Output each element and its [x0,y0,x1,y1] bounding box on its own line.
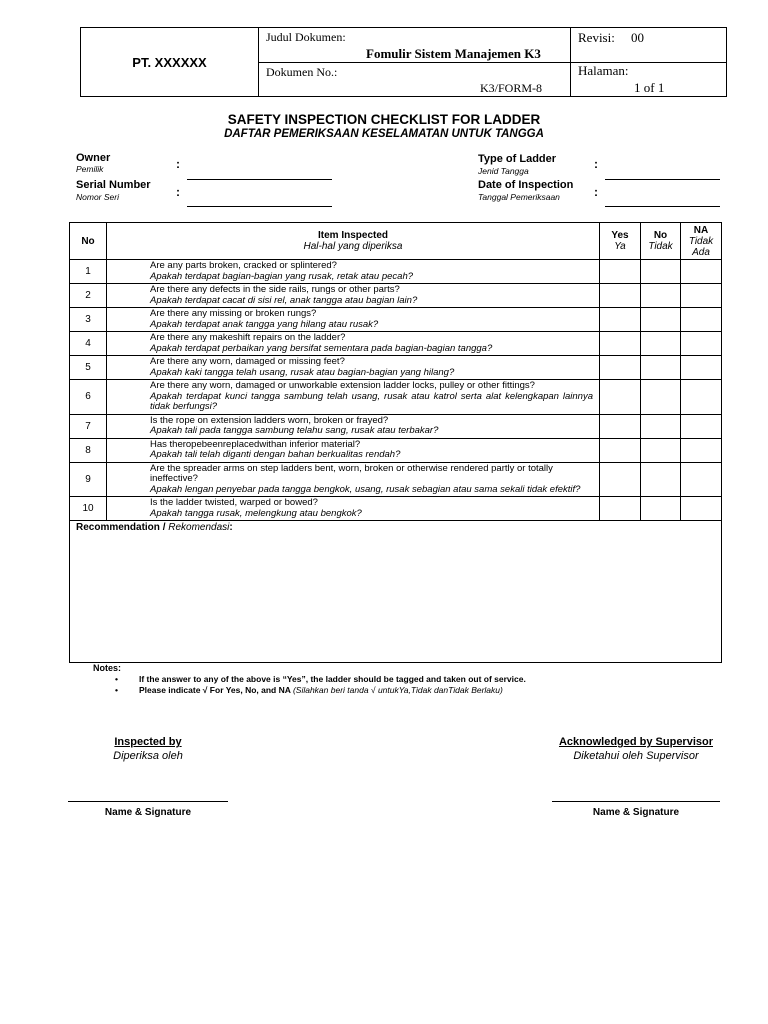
table-row [70,284,722,308]
type-colon: : [594,157,598,171]
item-inspected-cell [107,438,600,462]
serial-number-field[interactable] [187,206,332,207]
company-name: PT. XXXXXX [81,28,259,96]
table-row [70,308,722,332]
serial-number-label: Serial Number [76,179,151,191]
acknowledged-by-sub: Diketahui oleh Supervisor [573,750,699,762]
serial-colon: : [176,185,180,199]
na-checkbox-cell[interactable] [681,308,722,332]
owner-colon: : [176,157,180,171]
yes-checkbox-cell[interactable] [600,438,641,462]
row-number: 9 [70,462,107,497]
yes-checkbox-cell[interactable] [600,284,641,308]
date-colon: : [594,185,598,199]
na-checkbox-cell[interactable] [681,356,722,380]
recommendation-separator: / [162,522,166,533]
table-row [70,380,722,415]
item-text-en: Are there any makeshift repairs on the ladder? [150,332,346,343]
col-na-header: NA Tidak Ada [681,223,722,260]
item-text-id: Apakah tali telah diganti dengan bahan berkualitas rendah? [150,449,401,460]
form-title: SAFETY INSPECTION CHECKLIST FOR LADDER [227,112,541,127]
item-text-id: Apakah tali pada tangga sambung telahu sang, rusak atau terbakar? [150,425,439,436]
acknowledged-by-title: Acknowledged by Supervisor [558,736,714,748]
recommendation-field[interactable] [70,521,722,663]
revision-cell [571,28,726,63]
item-inspected-cell [107,497,600,521]
item-inspected-cell [107,308,600,332]
row-number: 8 [70,438,107,462]
owner-sub-label: Pemilik [76,164,104,174]
col-no-header: No [70,223,107,260]
col-no-answer-header: No Tidak [641,223,681,260]
page-value: 1 of 1 [634,80,665,95]
recommendation-sub-label: Rekomendasi [168,522,230,533]
item-text-id: Apakah tangga rusak, melengkung atau bengkok? [150,507,362,519]
yes-checkbox-cell[interactable] [600,308,641,332]
na-checkbox-cell[interactable] [681,260,722,284]
row-number: 5 [70,356,107,380]
row-number: 1 [70,260,107,284]
no-checkbox-cell[interactable] [641,462,681,497]
yes-checkbox-cell[interactable] [600,462,641,497]
item-text-en: Are there any worn, damaged or unworkable extension ladder locks, pulley or other fittings? [150,380,535,391]
no-checkbox-cell[interactable] [641,308,681,332]
inspection-date-label: Date of Inspection [478,179,574,191]
table-row [70,497,722,521]
na-checkbox-cell[interactable] [681,438,722,462]
no-checkbox-cell[interactable] [641,414,681,438]
col-yes-header: Yes Ya [600,223,641,260]
item-inspected-cell [107,260,600,284]
item-inspected-cell [107,414,600,438]
item-inspected-cell [107,356,600,380]
item-text-id: Apakah kaki tangga telah usang, rusak atau bagian-bagian yang hilang? [150,366,455,378]
row-number: 3 [70,308,107,332]
row-number: 2 [70,284,107,308]
item-text-en: Is the ladder twisted, warped or bowed? [150,497,318,508]
item-text-en: Are any parts broken, cracked or splintered? [150,260,337,271]
ladder-type-label: Type of Ladder [478,153,557,165]
no-checkbox-cell[interactable] [641,380,681,415]
table-row [70,462,722,497]
recommendation-row [70,521,722,663]
supervisor-name-signature: Name & Signature [592,807,680,818]
item-text-id: Apakah terdapat anak tangga yang hilang atau rusak? [150,318,379,330]
revision-value: 00 [631,30,644,45]
bullet: • [115,685,118,695]
table-row [70,356,722,380]
doc-no-cell [259,63,571,96]
col-item-header: Item Inspected Hal-hal yang diperiksa [107,223,600,260]
na-checkbox-cell[interactable] [681,332,722,356]
na-checkbox-cell[interactable] [681,380,722,415]
inspected-by-sub: Diperiksa oleh [113,750,183,762]
note-text: If the answer to any of the above is “Yes”, the ladder should be tagged and taken out of service. [139,674,526,684]
no-checkbox-cell[interactable] [641,332,681,356]
item-inspected-cell [107,462,600,497]
inspected-by-title: Inspected by [114,736,182,748]
yes-checkbox-cell[interactable] [600,414,641,438]
item-text-id: Apakah terdapat bagian-bagian yang rusak, retak atau pecah? [150,270,414,282]
form-subtitle: DAFTAR PEMERIKSAAN KESELAMATAN UNTUK TANGGA [224,128,544,140]
table-row [70,332,722,356]
table-header-row [70,223,722,260]
inspection-date-sub-label: Tanggal Pemeriksaan [478,192,560,202]
doc-title-value: Fomulir Sistem Manajemen K3 [366,46,541,61]
ladder-type-field[interactable] [605,179,720,180]
item-text-en: Are there any defects in the side rails, rungs or other parts? [150,284,400,295]
yes-checkbox-cell[interactable] [600,260,641,284]
item-inspected-cell [107,332,600,356]
inspector-name-signature: Name & Signature [104,807,192,818]
row-number: 4 [70,332,107,356]
no-checkbox-cell[interactable] [641,260,681,284]
na-checkbox-cell[interactable] [681,462,722,497]
checklist-table [69,222,722,663]
table-row [70,414,722,438]
item-inspected-cell [107,284,600,308]
page-label: Halaman: [578,63,629,78]
revision-label: Revisi: [578,30,615,45]
supervisor-signature-line[interactable] [552,801,720,802]
document-header [80,27,727,97]
owner-label: Owner [76,152,111,164]
yes-checkbox-cell[interactable] [600,356,641,380]
no-checkbox-cell[interactable] [641,497,681,521]
inspection-date-field[interactable] [605,206,720,207]
table-row [70,260,722,284]
item-text-id: Apakah lengan penyebar pada tangga bengkok, usang, rusak sebagian atau sama sekali tidak efektif? [150,483,581,495]
recommendation-colon: : [229,522,233,533]
inspector-signature-line[interactable] [68,801,228,802]
doc-no-value: K3/FORM-8 [479,81,542,95]
yes-checkbox-cell[interactable] [600,380,641,415]
table-row [70,438,722,462]
item-text-en: Is the rope on extension ladders worn, broken or frayed? [150,414,389,426]
note-text: Please indicate √ For Yes, No, and NA [139,685,291,695]
note-italic-text: (Silahkan beri tanda √ untukYa,Tidak danTidak Berlaku) [292,685,503,695]
row-number: 7 [70,414,107,438]
item-text-en: Are there any missing or broken rungs? [150,308,317,319]
note-item [115,674,526,685]
no-checkbox-cell[interactable] [641,284,681,308]
item-inspected-cell [107,380,600,415]
ladder-type-sub-label: Jenid Tangga [478,166,529,176]
item-text-en: Are there any worn, damaged or missing feet? [150,356,345,367]
row-number: 6 [70,380,107,415]
doc-title-cell [259,28,571,63]
na-checkbox-cell[interactable] [681,414,722,438]
owner-field[interactable] [187,179,332,180]
serial-number-sub-label: Nomor Seri [76,192,119,202]
note-item [115,685,526,696]
item-text-id: Apakah terdapat perbaikan yang bersifat sementara pada bagian-bagian tangga? [150,342,493,354]
item-text-en: Are the spreader arms on step ladders bent, worn, broken or otherwise rendered partly or totally ineffective? [150,462,553,484]
bullet: • [115,674,118,684]
notes-label: Notes: [93,663,122,673]
doc-no-label: Dokumen No.: [266,65,338,79]
doc-title-label: Judul Dokumen: [266,30,346,44]
yes-checkbox-cell[interactable] [600,332,641,356]
item-text-id: Apakah terdapat cacat di sisi rel, anak tangga atau bagian lain? [150,294,418,306]
notes-list [115,674,526,696]
na-checkbox-cell[interactable] [681,497,722,521]
recommendation-label: Recommendation [76,522,160,533]
item-text-en: Has theropebeenreplacedwithan inferior material? [150,438,361,450]
row-number: 10 [70,497,107,521]
no-checkbox-cell[interactable] [641,356,681,380]
no-checkbox-cell[interactable] [641,438,681,462]
item-text-id: Apakah terdapat kunci tangga sambung telah usang, rusak atau katrol serta alat kelengkapan lainnya tidak berfungsi? [150,390,593,412]
yes-checkbox-cell[interactable] [600,497,641,521]
na-checkbox-cell[interactable] [681,284,722,308]
page-cell [571,63,726,96]
